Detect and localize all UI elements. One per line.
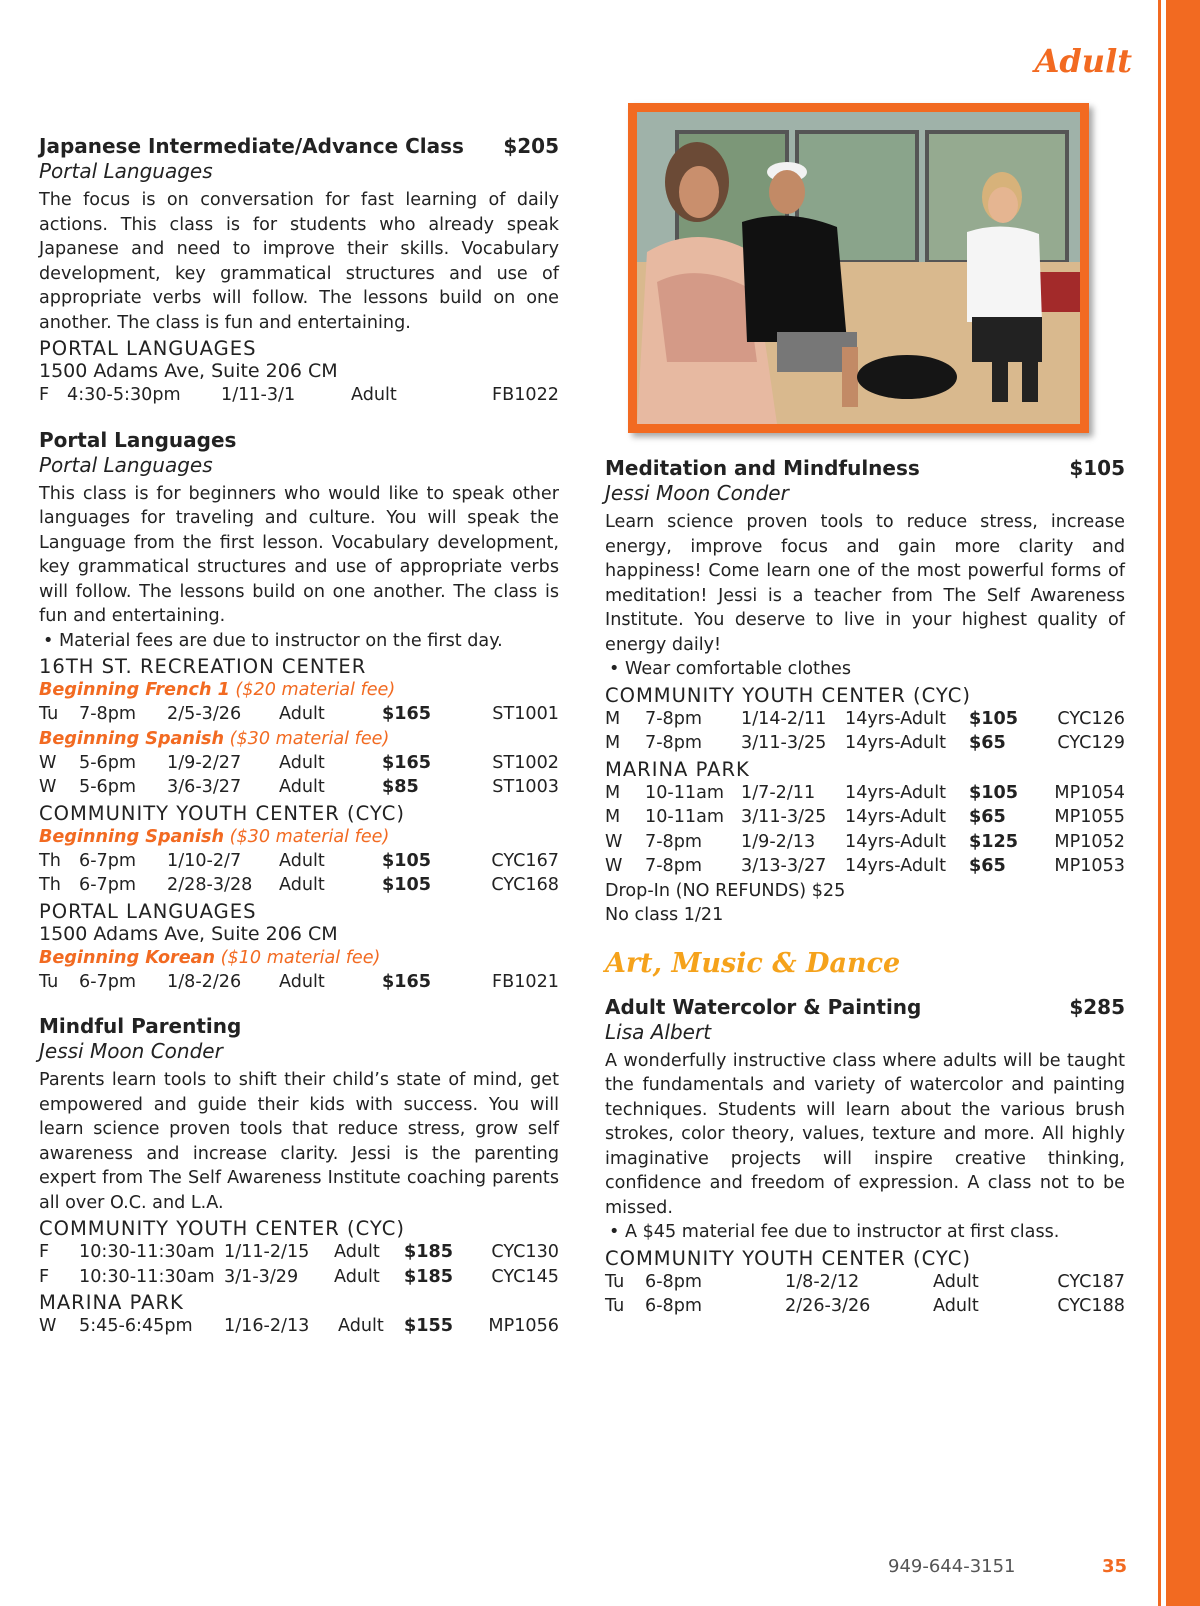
course-instructor: Portal Languages	[39, 159, 213, 183]
schedule-row: M 7-8pm 3/11-3/25 14yrs-Adult $65 CYC129	[605, 733, 1125, 753]
course-description: A wonderfully instructive class where adults will be taught the fundamentals and variety of watercolor and painting techniques. Students will learn about the various brush strokes, color theory, values, texture and more. All highly imaginative projects will inspire creative thinking, confidence and freedom of expression. A class not to be missed.	[605, 1050, 1125, 1218]
course-description: Parents learn tools to shift their child’s state of mind, get empowered and guide their kids with success. You will learn science proven tools that reduce stress, grow self awareness and increase clarity. Jessi is the parenting expert from The Self Awareness Institute coaching parents all over O.C. and L.A.	[39, 1070, 559, 1213]
course-note: • Material fees are due to instructor on the first day.	[43, 630, 503, 651]
location-name: COMMUNITY YOUTH CENTER (CYC)	[39, 801, 405, 825]
schedule-row: W 7-8pm 3/13-3/27 14yrs-Adult $65 MP1053	[605, 856, 1125, 876]
course-subheading: Beginning Spanish ($30 material fee)	[39, 826, 390, 847]
course-meditation	[605, 456, 1125, 928]
schedule-row: M 7-8pm 1/14-2/11 14yrs-Adult $105 CYC126	[605, 708, 1125, 729]
no-class-note: No class 1/21	[605, 905, 724, 925]
course-title: Meditation and Mindfulness	[605, 456, 920, 480]
schedule-row: W 7-8pm 1/9-2/13 14yrs-Adult $125 MP1052	[605, 831, 1125, 852]
course-note: • A $45 material fee due to instructor at first class.	[609, 1222, 1060, 1242]
course-instructor: Jessi Moon Conder	[605, 481, 789, 505]
schedule-row: F 10:30-11:30am 3/1-3/29 Adult $185 CYC145	[39, 1266, 559, 1287]
location-name: PORTAL LANGUAGES	[39, 899, 257, 923]
schedule-row: F 10:30-11:30am 1/11-2/15 Adult $185 CYC130	[39, 1242, 559, 1262]
location-name: MARINA PARK	[39, 1291, 184, 1314]
course-note: • Wear comfortable clothes	[609, 659, 852, 679]
course-title: Japanese Intermediate/Advance Class	[39, 134, 464, 158]
location-name: 16TH ST. RECREATION CENTER	[39, 655, 367, 678]
location-name: COMMUNITY YOUTH CENTER (CYC)	[605, 1246, 971, 1270]
meditation-class-photo	[637, 112, 1080, 424]
course-title: Mindful Parenting	[39, 1014, 242, 1038]
schedule-row: Tu 7-8pm 2/5-3/26 Adult $165 ST1001	[39, 704, 559, 724]
course-japanese	[39, 134, 559, 408]
course-price: $285	[1069, 994, 1125, 1019]
course-price: $105	[1069, 456, 1125, 480]
schedule-row: W 5:45-6:45pm 1/16-2/13 Adult $155 MP1056	[39, 1316, 559, 1336]
course-description: This class is for beginners who would like to speak other languages for traveling and culture. You will speak the Language from the first lesson. Vocabulary development, key grammatical structures and use of appropriate verbs will follow. The lessons build on one another. The class is fun and entertaining.	[39, 483, 559, 626]
page-number: 35	[1102, 1556, 1128, 1577]
section-title: Adult	[1034, 42, 1132, 80]
course-price: $205	[503, 134, 559, 158]
course-description: The focus is on conversation for fast learning of daily actions. This class is for students who already speak Japanese and need to improve their skills. Vocabulary development, key grammatical structures and use of appropriate verbs will follow. The lessons build on one another. The class is fun and entertaining.	[39, 190, 559, 333]
location-name: PORTAL LANGUAGES	[39, 337, 257, 360]
class-photo-frame	[628, 103, 1089, 433]
schedule-row: Th 6-7pm 2/28-3/28 Adult $105 CYC168	[39, 875, 559, 895]
category-heading: Art, Music & Dance	[605, 947, 901, 979]
schedule-row: Tu 6-7pm 1/8-2/26 Adult $165 FB1021	[39, 971, 559, 992]
schedule-row: Th 6-7pm 1/10-2/7 Adult $105 CYC167	[39, 850, 559, 871]
location-address: 1500 Adams Ave, Suite 206 CM	[39, 360, 338, 382]
left-column	[39, 134, 559, 1359]
meditation-photo-illustration	[637, 112, 1080, 424]
course-title: Adult Watercolor & Painting	[605, 994, 922, 1019]
schedule-row: W 5-6pm 3/6-3/27 Adult $85 ST1003	[39, 777, 559, 797]
course-instructor: Lisa Albert	[605, 1019, 712, 1044]
schedule-row: Tu 6-8pm 2/26-3/26 Adult CYC188	[605, 1296, 1125, 1316]
schedule-row: M 10-11am 3/11-3/25 14yrs-Adult $65 MP1055	[605, 807, 1125, 827]
sidebar-accent-stripe	[1166, 0, 1200, 1606]
location-address: 1500 Adams Ave, Suite 206 CM	[39, 922, 338, 945]
schedule-row: Tu 6-8pm 1/8-2/12 Adult CYC187	[605, 1271, 1125, 1292]
course-instructor: Portal Languages	[39, 452, 213, 477]
sidebar-accent-line	[1158, 0, 1161, 1606]
course-portal-languages	[39, 428, 559, 995]
course-mindful-parenting	[39, 1014, 559, 1339]
schedule-row: W 5-6pm 1/9-2/27 Adult $165 ST1002	[39, 752, 559, 773]
location-name: COMMUNITY YOUTH CENTER (CYC)	[605, 683, 971, 707]
course-watercolor	[605, 995, 1125, 1319]
course-subheading: Beginning Spanish ($30 material fee)	[39, 728, 390, 749]
course-description: Learn science proven tools to reduce stress, increase energy, improve focus and gain more clarity and happiness! Come learn one of the most powerful forms of meditation! Jessi is a teacher from The Self Awareness Institute. You deserve to live in your highest quality of energy daily!	[605, 512, 1125, 655]
course-subheading: Beginning Korean ($10 material fee)	[39, 947, 381, 968]
footer-phone: 949-644-3151	[888, 1556, 1016, 1577]
course-title: Portal Languages	[39, 427, 237, 452]
schedule-row: F 4:30-5:30pm 1/11-3/1 Adult FB1022	[39, 385, 559, 405]
location-name: MARINA PARK	[605, 757, 750, 781]
location-name: COMMUNITY YOUTH CENTER (CYC)	[39, 1217, 405, 1240]
right-column	[605, 456, 1125, 1339]
drop-in-note: Drop-In (NO REFUNDS) $25	[605, 880, 846, 901]
schedule-row: M 10-11am 1/7-2/11 14yrs-Adult $105 MP1054	[605, 782, 1125, 803]
course-instructor: Jessi Moon Conder	[39, 1039, 223, 1063]
course-subheading: Beginning French 1 ($20 material fee)	[39, 680, 396, 700]
